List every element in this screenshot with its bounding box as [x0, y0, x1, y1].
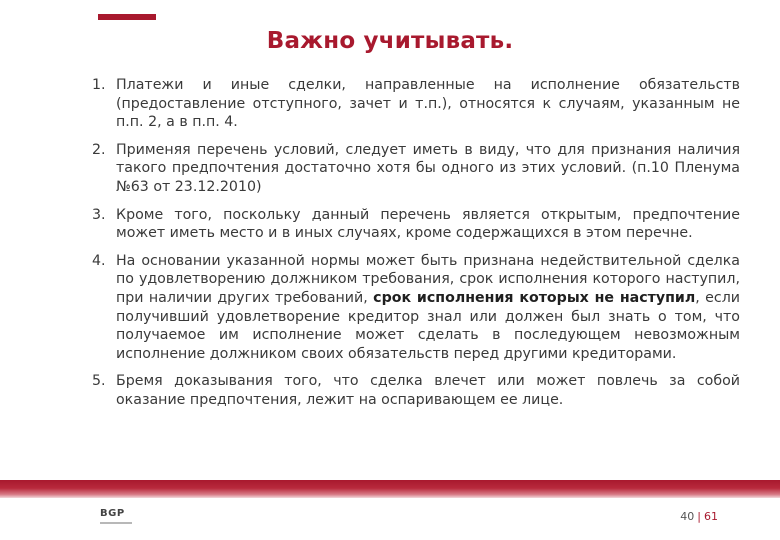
- item-number: 3.: [92, 206, 106, 223]
- list-item: [92, 206, 740, 243]
- item-number: 1.: [92, 77, 106, 93]
- item-number: 5.: [92, 373, 106, 390]
- item-text: На основании указанной нормы может быть признана недействительной сделка по удовлетворению должником требования, срок исполнения которого наступил, при наличии других требований,: [116, 252, 740, 306]
- company-logo: BGP: [100, 508, 125, 519]
- top-accent-bar: [98, 14, 156, 20]
- conditions-list: [92, 76, 740, 419]
- item-text-continued: , если получивший удовлетворение кредитор знал или должен был знать о том, что получаемое им исполнение может сделать в последующем невозможным исполнение должником своих обязательств перед другими кредиторами.: [116, 289, 740, 362]
- item-text: Применяя перечень условий, следует иметь в виду, что для признания наличия такого предпочтения достаточно хотя бы одного из этих условий. (п.10 Пленума №63 от 23.12.2010): [116, 141, 740, 195]
- page-current: 40: [680, 510, 695, 523]
- page-total: 61: [704, 510, 718, 523]
- list-item: [92, 76, 740, 132]
- list-item: [92, 372, 740, 409]
- item-number: 4.: [92, 252, 106, 269]
- list-item: [92, 252, 740, 364]
- footer-band: [0, 480, 780, 498]
- item-text-emphasis: срок исполнения которых не наступил: [373, 289, 696, 306]
- page-number: [680, 510, 718, 523]
- list-item: [92, 141, 740, 197]
- item-number: 2.: [92, 141, 106, 158]
- logo-underline: [100, 522, 132, 524]
- slide-title: Важно учитывать.: [266, 28, 514, 54]
- item-text: Кроме того, поскольку данный перечень является открытым, предпочтение может иметь место и в иных случаях, кроме содержащихся в этом перечне.: [116, 206, 740, 242]
- item-text: Платежи и иные сделки, направленные на исполнение обязательств (предоставление отступного, зачет и т.п.), относятся к случаям, указанным не п.п. 2, а в п.п. 4.: [116, 77, 740, 131]
- item-text: Бремя доказывания того, что сделка влечет или может повлечь за собой оказание предпочтения, лежит на оспаривающем ее лице.: [116, 373, 740, 408]
- page-separator: |: [697, 510, 701, 523]
